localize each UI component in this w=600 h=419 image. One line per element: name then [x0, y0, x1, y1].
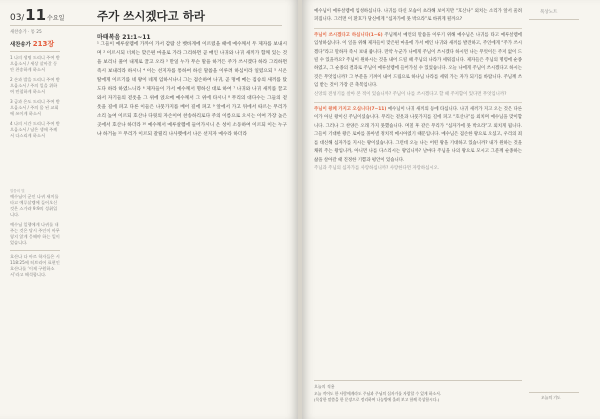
date-header — [10, 6, 64, 24]
footnote: 예수님이 군인 나귀 새끼를 타고 예루살렘에 들어오신 것은 스가랴 9:9의 성취입니다. — [10, 194, 59, 217]
note-divider — [529, 19, 579, 20]
intro-paragraph: 예수님이 예루살렘에 입성하십니다. 나귀를 타신 모습이 초라해 보이지만 “호산나” 외치는 소리가 앞서 울려 퍼집니다. 그러면 이 환호가 당신에게 “십자가에 못 박으라”로 바뀌게 될까요? — [314, 9, 522, 23]
hymn-verse: 3 금과 은도 드리니 주여 받으옵소서 / 주의 몸 된 교회에 쓰이게 하소서 — [10, 99, 60, 116]
passage-reference: 마태복음 21:1~11 — [97, 34, 151, 41]
application-item: (묵상한 말씀을 한 문장으로 정리하여 나눔방에 올려 보고 함께 묵상합시다.) — [314, 397, 440, 402]
section-2 — [314, 106, 522, 165]
section-2-question: 주님과 주님의 십자가를 사랑하십니까? 사랑한다면 자랑하십시오. — [314, 165, 440, 171]
footnote-divider — [10, 250, 60, 251]
prayer-label: 오늘의 기도 — [541, 395, 561, 400]
section-2-body: 예수님이 나귀 새끼의 등에 타십니다. 나귀 새끼가 지고 오는 것은 다른 이가 아닌 왕이신 주님이셨습니다. 무리는 겉옷과 나뭇가지를 길에 펴고 “호산나”를 외치며 예수님을 맞이합니다. 그러나 그 찬양은 오래 가지 못했습니다. 며칠 후 같은 무리가 “십자가에 못 박으라”고 외치게 됩니다. 그들이 기대한 왕은 로마를 몰아낼 정치적 메시아였기 때문입니다. 예수님은 겸손한 왕으로 오셨고, 우리의 죄를 대신해 십자가를 지시는 왕이셨습니다. 그런데 오늘 나는 어떤 왕을 기대하고 있습니까? 내가 원하는 것을 채워 주는 왕입니까, 아니면 나를 다스리시는 왕입니까? 날마다 주님을 나의 왕으로 모시고 그분께 순종하는 삶을 살아갈 때 진정한 기쁨과 평안이 있습니다. — [314, 107, 522, 163]
page-title: 주가 쓰시겠다고 하라 — [97, 9, 205, 23]
hymn-number — [10, 41, 60, 48]
hymn-verse: 4 나의 시간 드리니 주여 받으옵소서 / 남은 생애 주께서 다스리게 하소서 — [10, 121, 60, 138]
hymn-prefix: 새찬송가 — [10, 42, 31, 48]
section-2-heading: 주님이 왕께 가지고 오십니다(7~11) — [314, 107, 387, 113]
hymn-verse: 1 나의 생명 드리니 주여 받으옵소서 / 세상 살아갈 동안 찬송하게 하소서 — [10, 55, 60, 72]
left-page — [0, 0, 298, 419]
commentary — [314, 8, 522, 173]
sidebar — [10, 30, 60, 282]
hymn-label: 새찬송가 · 통 25 — [10, 30, 42, 35]
section-1-body: 주님께서 예언의 말씀을 이루기 위해 예수님은 나귀를 타고 예루살렘에 입성하십니다. 이 일을 위해 제자들이 맞은편 마을에 가서 매인 나귀와 새끼를 발견하고, 주인에게 “주가 쓰시겠다”라고 말하자 즉시 보내 줍니다. 만약 누군가 나에게 주님이 쓰시겠다 하시면 나는 무엇이든 주저 없이 드릴 수 있을까요? 주님이 원하시는 것을 내어 드릴 때 주님의 나라가 세워집니다. 제자들은 주님의 명령에 순종하였고, 그 순종의 결과로 주님이 예루살렘에 들어가실 수 있었습니다. 오늘 나에게 주님이 쓰시겠다고 하시는 것은 무엇입니까? 그 부분을 기꺼이 내어 드림으로 하나님 나라를 세워 가는 자가 되기를 바랍니다. 주님께 쓰임 받는 것이 가장 큰 축복입니다. — [314, 32, 522, 89]
footnote: 예수님 일행에게 나귀를 내주는 것은 당시 주인이 아무렇지 않게 응해야 하는 일이었습니다. — [10, 222, 60, 245]
meditation-note-label: 묵상노트 — [540, 10, 558, 15]
date-separator: / — [21, 13, 25, 22]
footnotes-title: 말씀의 빛 — [10, 189, 25, 193]
month: 03 — [10, 13, 22, 23]
scripture-text: ¹ 그들이 예루살렘에 가까이 가서 감람 산 벳바게에 이르렀을 때에 예수께서 두 제자를 보내시며 ² 이르시되 너희는 맞은편 마을로 가라 그리하면 곧 매인 나귀와 나귀 새끼가 함께 있는 것을 보리니 풀어 내게로 끌고 오라 ³ 만일 누가 무슨 말을 하거든 주가 쓰시겠다 하라 그리하면 즉시 보내리라 하시니 ⁴ 이는 선지자를 통하여 하신 말씀을 이루려 하심이라 일렀으되 ⁵ 시온 딸에게 이르기를 네 왕이 네게 임하시나니 그는 겸손하여 나귀, 곧 멍에 메는 짐승의 새끼를 탔도다 하라 하였느니라 ⁶ 제자들이 가서 예수께서 명하신 대로 하여 ⁷ 나귀와 나귀 새끼를 끌고 와서 자기들의 겉옷을 그 위에 얹으매 예수께서 그 위에 타시니 ⁸ 무리의 대다수는 그들의 겉옷을 길에 펴고 다른 이들은 나뭇가지를 베어 길에 펴고 ⁹ 앞에서 가고 뒤에서 따르는 무리가 소리 높여 이르되 호산나 다윗의 자손이여 찬송하리로다 주의 이름으로 오시는 이여 가장 높은 곳에서 호산나 하더라 ¹⁰ 예수께서 예루살렘에 들어가시니 온 성이 소동하여 이르되 이는 누구냐 하거늘 ¹¹ 무리가 이르되 갈릴리 나사렛에서 나온 선지자 예수라 하더라 — [97, 42, 287, 137]
section-1 — [314, 32, 522, 91]
application-box — [314, 384, 522, 403]
footnote: 호산나 다 아르 학자들은 시 118:25에 히브리어 표현인 호산나를 ‘이제 구원하소서’라고 해석합니다. — [10, 254, 60, 277]
prayer-divider — [529, 392, 579, 393]
section-divider — [314, 102, 522, 103]
hymn-verse: 2 손과 발을 드리니 주여 받으옵소서 / 주의 일을 위하여 민첩하게 하소서 — [10, 77, 60, 94]
section-divider — [314, 28, 522, 29]
application-item: 오늘 적어도 한 사람에게라도 주님과 주님의 십자가를 자랑할 수 있게 하소서. — [314, 391, 441, 396]
application-divider — [314, 380, 522, 381]
day-number: 11 — [25, 6, 47, 24]
header-divider — [10, 25, 282, 26]
application-title: 오늘의 적용 — [314, 384, 335, 389]
weekday: 수요일 — [47, 15, 65, 22]
sidebar-divider — [10, 51, 60, 52]
section-1-heading: 주님이 쓰시겠다고 하십니다(1~6) — [314, 32, 383, 38]
section-1-question: 신앙의 전성기를 살아 본 적이 있습니까? 주님이 나를 쓰시겠다고 할 때 주저함이 있다면 무엇입니까? — [314, 91, 507, 97]
hymn-number-value: 213장 — [32, 40, 55, 48]
